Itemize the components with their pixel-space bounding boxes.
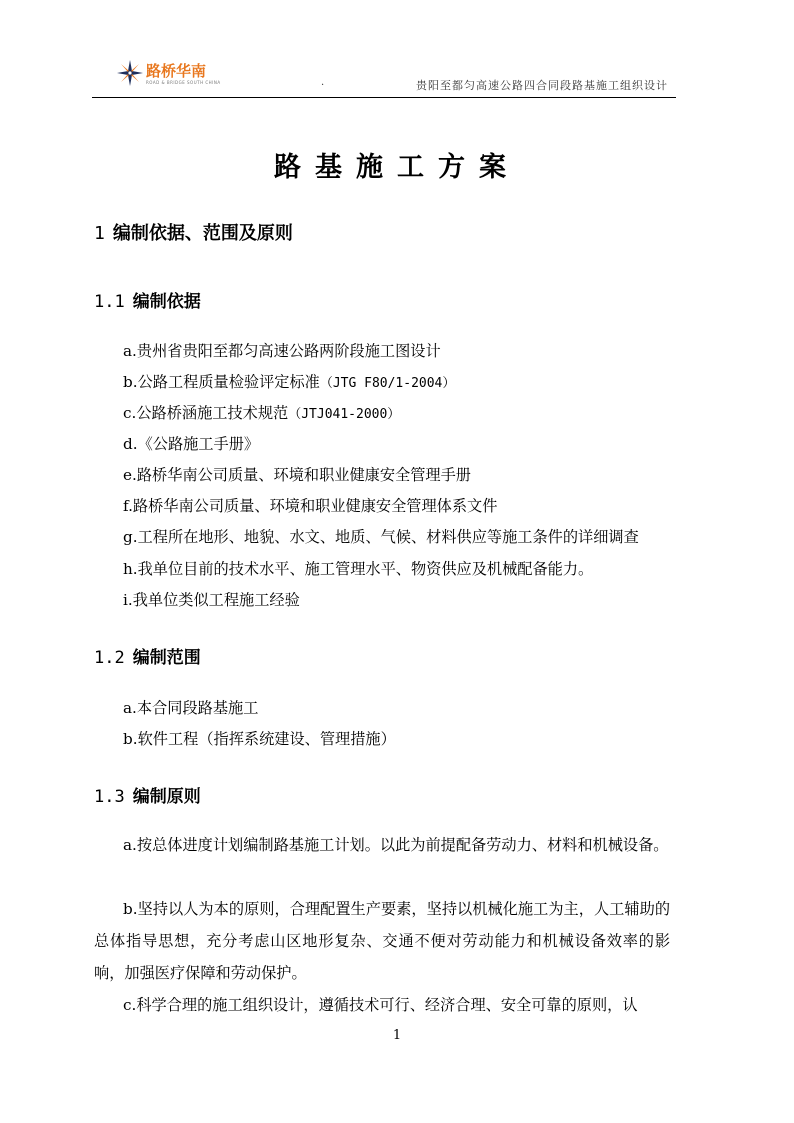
item-text: 我单位目前的技术水平、施工管理水平、物资供应及机械配备能力。 — [137, 560, 594, 578]
logo-subtext: ROAD & BRIDGE SOUTH CHINA — [146, 80, 221, 85]
item-standard-code: （JTG F80/1-2004） — [319, 376, 456, 391]
paragraph — [94, 893, 670, 989]
item-text: 路桥华南公司质量、环境和职业健康安全管理体系文件 — [132, 497, 498, 515]
list-item — [123, 371, 455, 392]
item-standard-code: （JTJ041-2000） — [288, 407, 401, 422]
section-1-2-heading — [94, 643, 201, 668]
list-item — [123, 589, 300, 610]
company-logo — [116, 57, 221, 89]
logo-compass-icon — [116, 59, 144, 87]
section-number: 1.3 — [94, 787, 125, 807]
item-text: 贵州省贵阳至都匀高速公路两阶段施工图设计 — [136, 342, 441, 360]
page-number: 1 — [392, 1028, 402, 1043]
item-text: 本合同段路基施工 — [136, 699, 259, 717]
item-label: a. — [123, 699, 137, 717]
paragraph-text: 坚持以人为本的原则，合理配置生产要素，坚持以机械化施工为主，人工辅助的总体指导思想，充分考虑山区地形复杂、交通不便对劳动能力和机械设备效率的影响，加强医疗保障和劳动保护。 — [94, 900, 670, 982]
section-title: 编制原则 — [132, 787, 201, 807]
item-label: d. — [123, 435, 138, 453]
item-text: 软件工程（指挥系统建设、管理措施） — [137, 730, 396, 748]
section-number: 1 — [94, 223, 105, 244]
logo-wordmark — [146, 60, 221, 85]
list-item — [123, 402, 400, 423]
list-item — [123, 495, 497, 516]
section-title: 编制范围 — [132, 648, 201, 668]
item-label: f. — [123, 497, 133, 515]
section-1-1-heading — [94, 287, 201, 312]
section-1-heading — [94, 219, 293, 245]
item-label: a. — [123, 342, 137, 360]
paragraph-text: 科学合理的施工组织设计，遵循技术可行、经济合理、安全可靠的原则，认 — [136, 996, 638, 1014]
list-item — [123, 433, 259, 454]
item-text: 《公路施工手册》 — [137, 435, 260, 453]
logo-text: 路桥华南 — [146, 62, 207, 80]
item-text: 公路桥涵施工技术规范 — [136, 404, 289, 422]
item-text: 路桥华南公司质量、环境和职业健康安全管理手册 — [136, 466, 471, 484]
list-item — [123, 697, 258, 718]
section-title: 编制依据 — [132, 292, 201, 312]
section-number: 1.2 — [94, 648, 125, 668]
section-number: 1.1 — [94, 292, 125, 312]
list-item — [123, 526, 639, 547]
document-title: 路基施工方案 — [274, 152, 520, 183]
item-label: c. — [123, 404, 137, 422]
item-text: 公路工程质量检验评定标准 — [137, 373, 320, 391]
paragraph — [94, 829, 670, 861]
list-item — [123, 728, 396, 749]
list-item — [123, 558, 593, 579]
item-label: e. — [123, 466, 137, 484]
section-title: 编制依据、范围及原则 — [112, 223, 293, 244]
paragraph-label: a. — [123, 836, 137, 854]
item-label: i. — [123, 591, 133, 609]
header-dot: . — [321, 77, 325, 88]
page-header — [92, 55, 676, 98]
item-label: g. — [123, 528, 138, 546]
list-item — [123, 464, 471, 485]
item-text: 工程所在地形、地貌、水文、地质、气候、材料供应等施工条件的详细调查 — [137, 528, 639, 546]
paragraph-label: b. — [123, 900, 138, 918]
item-text: 我单位类似工程施工经验 — [132, 591, 300, 609]
section-1-3-heading — [94, 782, 201, 807]
list-item — [123, 340, 441, 361]
header-title: 贵阳至都匀高速公路四合同段路基施工组织设计 — [416, 79, 668, 92]
item-label: b. — [123, 373, 138, 391]
item-label: h. — [123, 560, 138, 578]
paragraph — [94, 989, 670, 1021]
paragraph-text: 按总体进度计划编制路基施工计划。以此为前提配备劳动力、材料和机械设备。 — [136, 836, 669, 854]
paragraph-label: c. — [123, 996, 137, 1014]
item-label: b. — [123, 730, 138, 748]
